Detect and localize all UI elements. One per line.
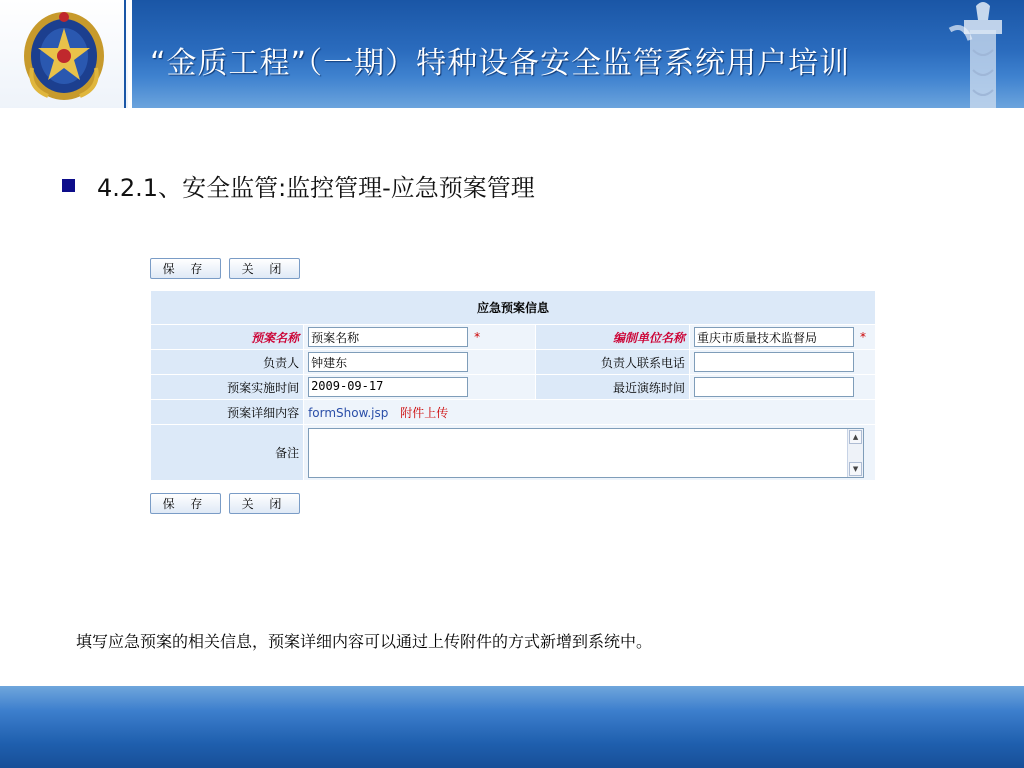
org-name-label: 编制单位名称 [536, 325, 690, 350]
owner-cell [304, 350, 536, 375]
impl-time-label: 预案实施时间 [151, 375, 304, 400]
section-heading [62, 168, 535, 203]
emergency-plan-form [150, 290, 876, 481]
bottom-button-bar [150, 493, 300, 514]
scroll-down-icon[interactable]: ▼ [849, 462, 862, 476]
huabiao-pillar-icon [940, 0, 1024, 110]
impl-time-cell [304, 375, 536, 400]
remark-textarea[interactable] [308, 428, 864, 478]
drill-time-input[interactable] [694, 377, 854, 397]
scroll-up-icon[interactable]: ▲ [849, 430, 862, 444]
footer-banner [0, 686, 1024, 768]
upload-attachment-link[interactable]: 附件上传 [400, 405, 449, 420]
header-divider [124, 0, 126, 110]
required-mark: * [859, 330, 866, 344]
header-divider-white [128, 0, 132, 110]
required-mark: * [474, 330, 481, 344]
form-caption: 应急预案信息 [151, 291, 876, 325]
owner-phone-cell [689, 350, 875, 375]
remark-label: 备注 [151, 425, 304, 481]
square-bullet-icon [62, 179, 75, 192]
description-text: 填写应急预案的相关信息，预案详细内容可以通过上传附件的方式新增到系统中。 [76, 632, 653, 651]
plan-name-input[interactable]: 预案名称 [308, 327, 468, 347]
remark-cell [304, 425, 876, 481]
org-name-cell [689, 325, 875, 350]
org-name-input[interactable]: 重庆市质量技术监督局 [694, 327, 854, 347]
drill-time-cell [689, 375, 875, 400]
owner-label: 负责人 [151, 350, 304, 375]
drill-time-label: 最近演练时间 [536, 375, 690, 400]
remark-scrollbar[interactable] [847, 429, 863, 477]
plan-name-label: 预案名称 [151, 325, 304, 350]
plan-name-cell [304, 325, 536, 350]
owner-phone-label: 负责人联系电话 [536, 350, 690, 375]
header-banner [0, 0, 1024, 110]
heading-text: 4.2.1、安全监管:监控管理-应急预案管理 [97, 174, 535, 202]
top-button-bar [150, 258, 300, 279]
detail-file-link[interactable]: formShow.jsp [308, 405, 389, 420]
save-button[interactable]: 保 存 [150, 258, 221, 279]
owner-input[interactable]: 钟建东 [308, 352, 468, 372]
close-button[interactable]: 关 闭 [229, 258, 300, 279]
owner-phone-input[interactable] [694, 352, 854, 372]
slide-title: “金质工程”（一期）特种设备安全监管系统用户培训 [150, 46, 851, 81]
save-button[interactable]: 保 存 [150, 493, 221, 514]
impl-time-input[interactable]: 2009-09-17 [308, 377, 468, 397]
emblem-panel [0, 0, 128, 110]
close-button[interactable]: 关 闭 [229, 493, 300, 514]
emblem-icon [18, 8, 110, 102]
detail-label: 预案详细内容 [151, 400, 304, 425]
detail-cell [304, 400, 876, 425]
